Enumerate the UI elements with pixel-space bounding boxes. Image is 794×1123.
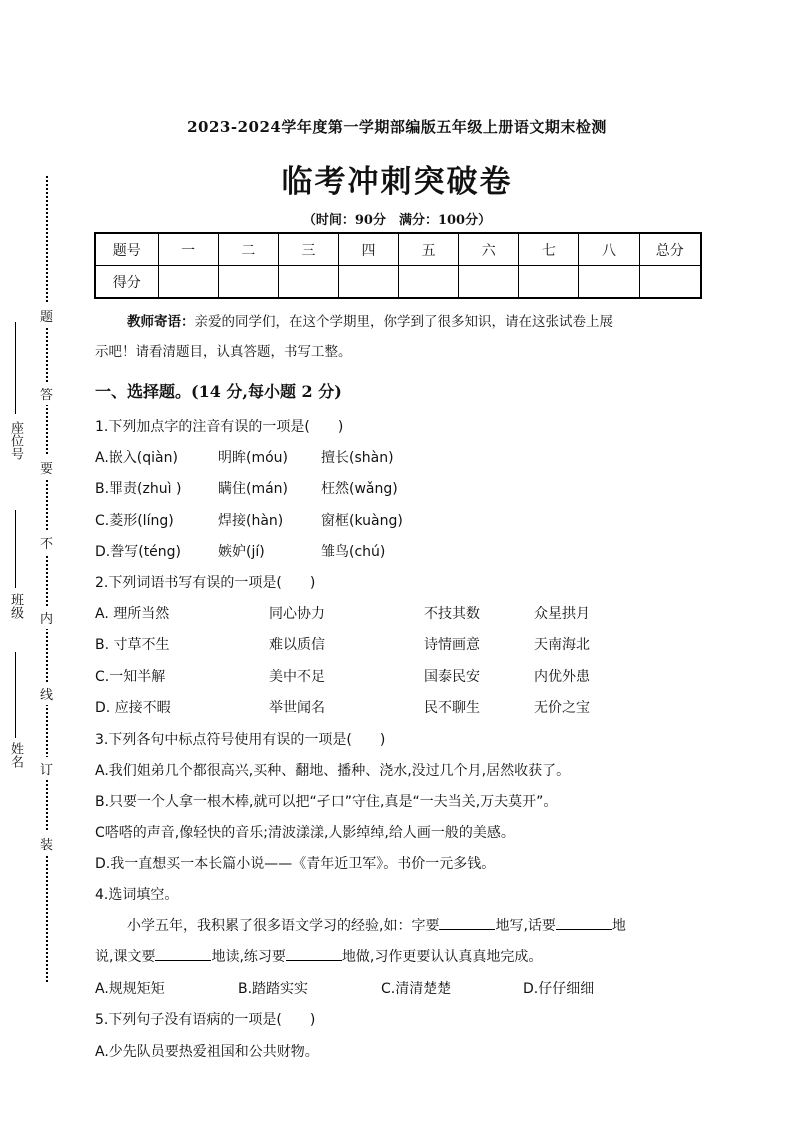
question-4-stem: 4.选词填空。 xyxy=(95,887,179,903)
q1-option-word: 明眸(móu) xyxy=(218,450,288,466)
score-table xyxy=(94,232,702,299)
binding-char: 内 xyxy=(40,606,53,629)
q2-option-word: 国泰民安 xyxy=(424,669,480,685)
binding-dotted-line xyxy=(46,176,48,982)
score-input-cell[interactable] xyxy=(399,266,459,299)
q1-option[interactable]: C.菱形(líng) xyxy=(95,513,174,529)
q1-option-word: 窗框(kuàng) xyxy=(321,513,403,529)
score-cell: 总分 xyxy=(639,233,701,266)
q4-text: 地写,话要 xyxy=(495,918,556,934)
q2-option-word: 民不聊生 xyxy=(424,700,480,716)
binding-char: 答 xyxy=(40,382,53,405)
binding-char: 不 xyxy=(40,531,53,554)
score-input-cell[interactable] xyxy=(158,266,218,299)
q2-option-word: 不技其数 xyxy=(424,606,480,622)
score-input-cell[interactable] xyxy=(278,266,338,299)
score-input-cell[interactable] xyxy=(338,266,398,299)
score-table-score-row xyxy=(95,266,701,299)
teacher-message-text: 亲爱的同学们，在这个学期里，你学到了很多知识，请在这张试卷上展 xyxy=(194,314,613,330)
q1-option-word: 擅长(shàn) xyxy=(321,450,394,466)
time-info: （时间：90分 满分：100分） xyxy=(302,213,492,228)
q3-option-c[interactable]: C嗒嗒的声音,像轻快的音乐;清波漾漾,人影绰绰,给人画一般的美感。 xyxy=(95,825,515,841)
q2-option[interactable]: C.一知半解 xyxy=(95,669,166,685)
q5-option-a[interactable]: A.少先队员要热爱祖国和公共财物。 xyxy=(95,1044,319,1060)
name-line[interactable] xyxy=(15,652,17,738)
q4-text: 地做,习作更要认认真真地完成。 xyxy=(341,949,543,965)
q4-option-a[interactable]: A.规规矩矩 xyxy=(95,981,165,997)
q2-option[interactable]: D. 应接不暇 xyxy=(95,700,171,716)
exam-subtitle: 2023-2024学年度第一学期部编版五年级上册语文期末检测 xyxy=(187,118,607,136)
q4-option-c[interactable]: C.清清楚楚 xyxy=(381,981,452,997)
q3-option-b[interactable]: B.只要一个人拿一根木棒,就可以把“孑口”守住,真是“一夫当关,万夫莫开”。 xyxy=(95,794,558,810)
name-label: 姓名 xyxy=(8,742,23,768)
q4-text: 地读,练习要 xyxy=(211,949,286,965)
q1-option-word: 嫉妒(jí) xyxy=(218,544,265,560)
q4-text: 地 xyxy=(611,918,626,934)
q1-option-word: 焊接(hàn) xyxy=(218,513,284,529)
q1-option-word: 雏鸟(chú) xyxy=(321,544,386,560)
score-input-cell[interactable] xyxy=(579,266,639,299)
score-cell: 一 xyxy=(158,233,218,266)
binding-char: 订 xyxy=(40,757,53,780)
teacher-message-label: 教师寄语： xyxy=(127,314,195,330)
q1-option[interactable]: B.罪责(zhuì ) xyxy=(95,481,182,497)
question-3-stem: 3.下列各句中标点符号使用有误的一项是( ) xyxy=(95,732,386,748)
score-table-header-row xyxy=(95,233,701,266)
q2-option-word: 众星拱月 xyxy=(534,606,590,622)
q4-paragraph-line2 xyxy=(95,946,542,966)
score-cell: 二 xyxy=(218,233,278,266)
q4-blank-1[interactable] xyxy=(439,915,495,930)
exam-title: 临考冲刺突破卷 xyxy=(281,164,513,200)
question-5-stem: 5.下列句子没有语病的一项是( ) xyxy=(95,1012,316,1028)
q2-option-word: 诗情画意 xyxy=(424,637,480,653)
q2-option-word: 天南海北 xyxy=(534,637,590,653)
q4-option-b[interactable]: B.踏踏实实 xyxy=(238,981,309,997)
score-input-cell[interactable] xyxy=(519,266,579,299)
q2-option[interactable]: A. 理所当然 xyxy=(95,606,170,622)
score-input-cell[interactable] xyxy=(639,266,701,299)
q1-option[interactable]: D.誊写(téng) xyxy=(95,544,182,560)
q2-option-word: 美中不足 xyxy=(269,669,325,685)
q4-blank-4[interactable] xyxy=(286,946,342,961)
score-cell: 七 xyxy=(519,233,579,266)
q1-option[interactable]: A.嵌入(qiàn) xyxy=(95,450,178,466)
q4-blank-2[interactable] xyxy=(556,915,612,930)
q2-option[interactable]: B. 寸草不生 xyxy=(95,637,170,653)
q4-paragraph-line1 xyxy=(127,915,626,935)
question-2-stem: 2.下列词语书写有误的一项是( ) xyxy=(95,575,316,591)
binding-char: 装 xyxy=(40,832,53,855)
q2-option-word: 举世闻名 xyxy=(269,700,325,716)
q3-option-d[interactable]: D.我一直想买一本长篇小说——《青年近卫军》。书价一元多钱。 xyxy=(95,856,496,872)
q2-option-word: 难以质信 xyxy=(269,637,325,653)
binding-char: 要 xyxy=(40,456,53,479)
teacher-message xyxy=(95,313,705,331)
q4-blank-3[interactable] xyxy=(155,946,211,961)
q4-option-d[interactable]: D.仔仔细细 xyxy=(523,981,595,997)
q4-text: 小学五年，我积累了很多语文学习的经验,如：字要 xyxy=(127,918,440,934)
score-row-label: 得分 xyxy=(95,266,158,299)
class-line[interactable] xyxy=(15,510,17,588)
class-label: 班级 xyxy=(8,593,23,619)
q4-text: 说,课文要 xyxy=(95,949,156,965)
score-cell: 题号 xyxy=(95,233,158,266)
score-input-cell[interactable] xyxy=(218,266,278,299)
score-cell: 五 xyxy=(399,233,459,266)
score-cell: 六 xyxy=(459,233,519,266)
teacher-message-line2: 示吧！请看清题目，认真答题，书写工整。 xyxy=(95,344,352,360)
score-input-cell[interactable] xyxy=(459,266,519,299)
q1-option-word: 枉然(wǎng) xyxy=(321,481,398,497)
score-cell: 三 xyxy=(278,233,338,266)
question-1-stem: 1.下列加点字的注音有误的一项是( ) xyxy=(95,419,344,435)
score-cell: 八 xyxy=(579,233,639,266)
seat-number-label: 座位号 xyxy=(8,421,23,460)
q2-option-word: 无价之宝 xyxy=(534,700,590,716)
seat-number-line[interactable] xyxy=(15,322,17,414)
q3-option-a[interactable]: A.我们姐弟几个都很高兴,买种、翻地、播种、浇水,没过几个月,居然收获了。 xyxy=(95,763,571,779)
binding-char: 线 xyxy=(40,682,53,705)
binding-char: 题 xyxy=(40,304,53,327)
q2-option-word: 内优外患 xyxy=(534,669,590,685)
q2-option-word: 同心协力 xyxy=(269,606,325,622)
score-cell: 四 xyxy=(338,233,398,266)
section-heading: 一、选择题。(14 分,每小题 2 分) xyxy=(95,382,342,401)
q1-option-word: 瞒住(mán) xyxy=(218,481,289,497)
